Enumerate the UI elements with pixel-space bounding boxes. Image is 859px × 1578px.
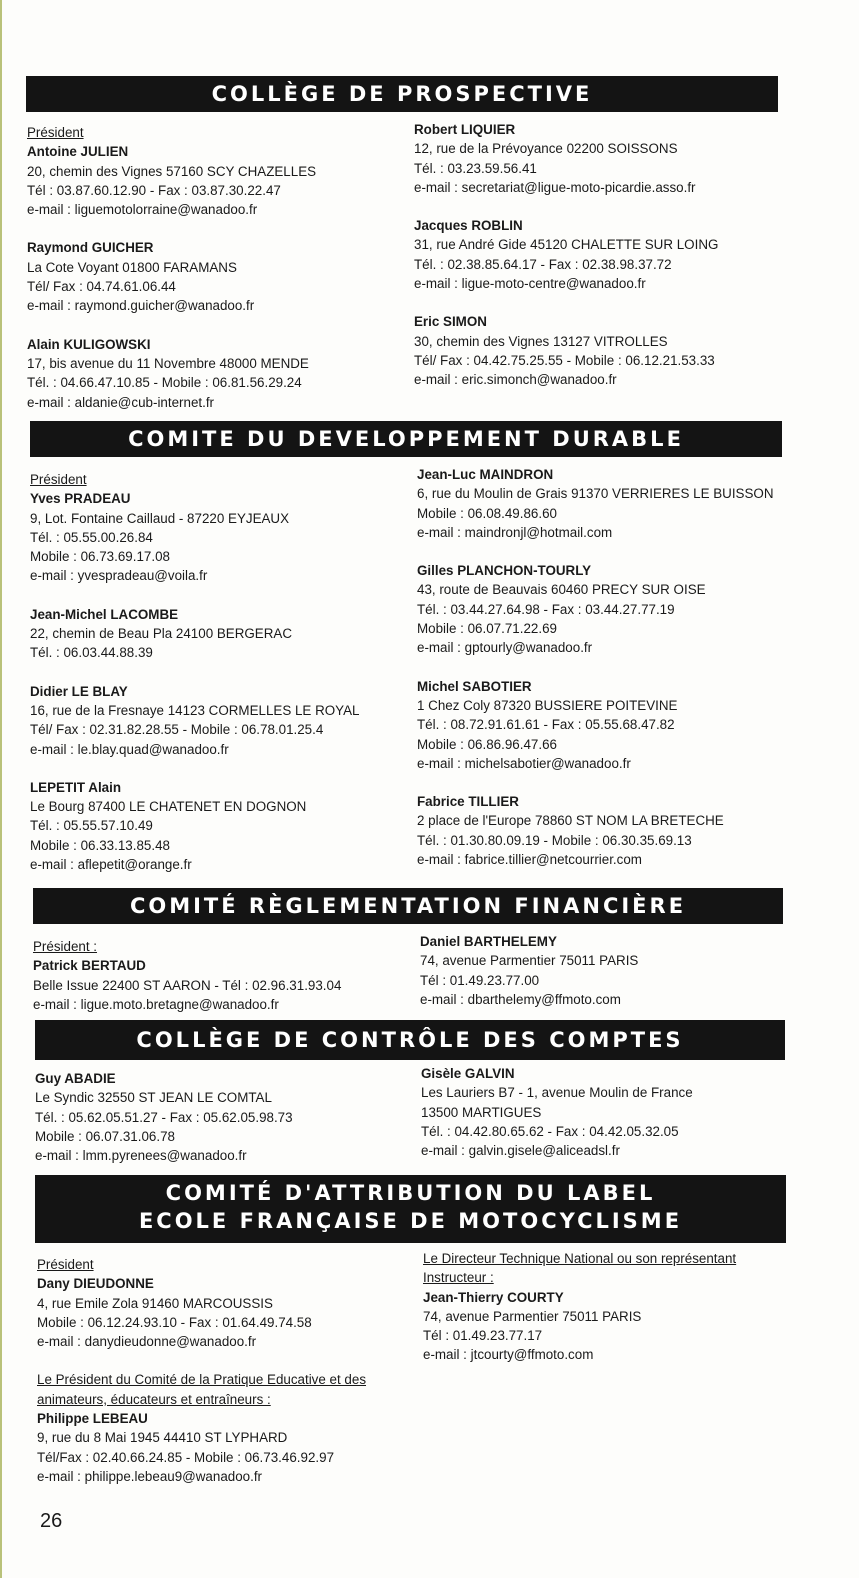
- contact-name: Eric SIMON: [414, 314, 487, 330]
- contact-name: Jean-Luc MAINDRON: [417, 467, 554, 482]
- contact-mobile: Mobile : 06.07.31.06.78: [35, 1128, 175, 1144]
- contact-role: Président :: [33, 939, 98, 954]
- contact-address: 1 Chez Coly 87320 BUSSIERE POITEVINE: [417, 697, 678, 713]
- banner-title-line-2: ECOLE FRANÇAISE DE MOTOCYCLISME: [138, 1209, 683, 1233]
- contact-address: 9, rue du 8 Mai 1945 44410 ST LYPHARD: [37, 1430, 288, 1446]
- contact-email: e-mail : gptourly@wanadoo.fr: [417, 640, 593, 656]
- contact-card: [421, 1064, 836, 1160]
- contact-phone: Tél. : 04.66.47.10.85 - Mobile : 06.81.56.29.24: [27, 375, 302, 391]
- contact-name: Daniel BARTHELEMY: [420, 934, 557, 949]
- contact-card: [27, 238, 402, 315]
- contact-email: e-mail : ligue.moto.bretagne@wanadoo.fr: [33, 996, 279, 1012]
- contact-card: [27, 335, 402, 412]
- contact-mobile: Mobile : 06.73.69.17.08: [30, 549, 170, 565]
- contact-phone: Mobile : 06.12.24.93.10 - Fax : 01.64.49.74.58: [37, 1314, 312, 1330]
- contact-card: [417, 561, 837, 657]
- page-edge: [0, 0, 2, 1578]
- contact-address: 30, chemin des Vignes 13127 VITROLLES: [414, 333, 668, 349]
- contact-name: Fabrice TILLIER: [417, 794, 519, 810]
- contact-mobile: Mobile : 06.07.71.22.69: [417, 621, 557, 637]
- contact-name: Patrick BERTAUD: [33, 958, 146, 974]
- section-4-right-column: [423, 1249, 838, 1384]
- contact-phone: Tél : 01.49.23.77.00: [420, 972, 540, 988]
- contact-name: Jean-Thierry COURTY: [423, 1289, 564, 1305]
- contact-phone: Tél. : 08.72.91.61.61 - Fax : 05.55.68.47.82: [417, 717, 675, 733]
- contact-name: Michel SABOTIER: [417, 678, 532, 694]
- contact-email: e-mail : lmm.pyrenees@wanadoo.fr: [35, 1148, 247, 1164]
- contact-address: 22, chemin de Beau Pla 24100 BERGERAC: [30, 626, 293, 642]
- contact-mobile: Mobile : 06.08.49.86.60: [417, 505, 557, 521]
- contact-phone: Tél/Fax : 02.40.66.24.85 - Mobile : 06.73.46.92.97: [37, 1449, 335, 1465]
- contact-mobile: Mobile : 06.33.13.85.48: [30, 837, 170, 853]
- contact-name: Robert LIQUIER: [414, 122, 516, 137]
- contact-name: Yves PRADEAU: [30, 491, 131, 507]
- contact-phone: Tél/ Fax : 02.31.82.28.55 - Mobile : 06.78.01.25.4: [30, 722, 324, 738]
- page-number: 26: [40, 1510, 63, 1532]
- contact-email: e-mail : aldanie@cub-internet.fr: [27, 394, 215, 410]
- section-3-left-column: [35, 1069, 415, 1184]
- contact-phone: Tél. : 03.23.59.56.41: [414, 160, 537, 176]
- contact-card: [414, 312, 834, 389]
- contact-address: Le Bourg 87400 LE CHATENET EN DOGNON: [30, 799, 307, 815]
- contact-address: 6, rue du Moulin de Grais 91370 VERRIERES LE BUISSON: [417, 486, 774, 502]
- contact-address: 2 place de l'Europe 78860 ST NOM LA BRETECHE: [417, 813, 724, 829]
- contact-role: Président: [27, 125, 84, 140]
- contact-email: e-mail : secretariat@ligue-moto-picardie.asso.fr: [414, 179, 696, 195]
- contact-mobile: Mobile : 06.86.96.47.66: [417, 736, 557, 752]
- contact-email: e-mail : aflepetit@orange.fr: [30, 857, 192, 873]
- contact-email: e-mail : le.blay.quad@wanadoo.fr: [30, 741, 229, 757]
- section-banner-reglementation-financiere: COMITÉ RÈGLEMENTATION FINANCIÈRE: [33, 888, 783, 924]
- contact-name: Didier LE BLAY: [30, 683, 128, 699]
- contact-card: [414, 120, 834, 197]
- contact-address: Belle Issue 22400 ST AARON - Tél : 02.96.31.93.04: [33, 977, 342, 993]
- contact-phone: Tél. : 03.44.27.64.98 - Fax : 03.44.27.77.19: [417, 601, 675, 617]
- contact-name: Gilles PLANCHON-TOURLY: [417, 563, 592, 579]
- contact-address: 12, rue de la Prévoyance 02200 SOISSONS: [414, 141, 678, 157]
- contact-address: La Cote Voyant 01800 FARAMANS: [27, 259, 237, 275]
- contact-email: e-mail : danydieudonne@wanadoo.fr: [37, 1334, 257, 1350]
- contact-name: Guy ABADIE: [35, 1071, 116, 1086]
- contact-address: 43, route de Beauvais 60460 PRECY SUR OISE: [417, 582, 706, 598]
- contact-card: [30, 682, 408, 759]
- contact-email: e-mail : galvin.gisele@aliceadsl.fr: [421, 1143, 620, 1159]
- section-banner-developpement-durable: COMITE DU DEVELOPPEMENT DURABLE: [30, 421, 782, 457]
- contact-role-line-2: animateurs, éducateurs et entraîneurs :: [37, 1391, 271, 1407]
- contact-card: [414, 216, 834, 293]
- contact-card: [35, 1069, 415, 1165]
- contact-email: e-mail : yvespradeau@voila.fr: [30, 568, 208, 584]
- contact-address: 20, chemin des Vignes 57160 SCY CHAZELLES: [27, 163, 317, 179]
- contact-email: e-mail : eric.simonch@wanadoo.fr: [414, 372, 617, 388]
- contact-address: 74, avenue Parmentier 75011 PARIS: [420, 953, 639, 969]
- contact-card: [37, 1370, 417, 1486]
- contact-phone: Tél. : 05.55.00.26.84: [30, 529, 153, 545]
- contact-email: e-mail : philippe.lebeau9@wanadoo.fr: [37, 1468, 263, 1484]
- contact-email: e-mail : dbarthelemy@ffmoto.com: [420, 991, 621, 1007]
- contact-card: [37, 1255, 417, 1351]
- contact-name: Philippe LEBEAU: [37, 1411, 148, 1427]
- contact-card: [33, 937, 413, 1014]
- contact-email: e-mail : ligue-moto-centre@wanadoo.fr: [414, 276, 646, 292]
- contact-name: Dany DIEUDONNE: [37, 1276, 154, 1292]
- section-3-right-column: [421, 1064, 836, 1179]
- contact-card: [417, 792, 837, 869]
- section-2-left-column: [33, 937, 413, 1033]
- contact-role: Président: [37, 1257, 94, 1272]
- contact-card: [30, 605, 408, 663]
- contact-email: e-mail : liguemotolorraine@wanadoo.fr: [27, 202, 258, 218]
- contact-card: [423, 1249, 838, 1365]
- contact-address-city: 13500 MARTIGUES: [421, 1104, 542, 1120]
- contact-address: 9, Lot. Fontaine Caillaud - 87220 EYJEAUX: [30, 510, 290, 526]
- contact-phone: Tél. : 01.30.80.09.19 - Mobile : 06.30.35.69.13: [417, 832, 692, 848]
- contact-address: 74, avenue Parmentier 75011 PARIS: [423, 1308, 642, 1324]
- contact-card: [27, 123, 402, 219]
- contact-phone: Tél. : 04.42.80.65.62 - Fax : 04.42.05.32.05: [421, 1123, 679, 1139]
- contact-role-line-1: Le Directeur Technique National ou son représentant: [423, 1251, 737, 1266]
- contact-address: 17, bis avenue du 11 Novembre 48000 MENDE: [27, 355, 309, 371]
- contact-card: [30, 778, 408, 874]
- banner-title-line-1: COMITÉ D'ATTRIBUTION DU LABEL: [165, 1181, 656, 1205]
- contact-email: e-mail : michelsabotier@wanadoo.fr: [417, 755, 631, 771]
- section-0-left-column: [27, 123, 402, 431]
- contact-card: [417, 677, 837, 773]
- section-2-right-column: [420, 932, 835, 1028]
- contact-email: e-mail : fabrice.tillier@netcourrier.com: [417, 852, 642, 868]
- contact-phone: Tél. : 05.55.57.10.49: [30, 818, 153, 834]
- contact-name: Jean-Michel LACOMBE: [30, 606, 179, 622]
- section-banner-controle-comptes: COLLÈGE DE CONTRÔLE DES COMPTES: [35, 1020, 785, 1060]
- contact-name: Raymond GUICHER: [27, 240, 154, 256]
- contact-phone: Tél : 03.87.60.12.90 - Fax : 03.87.30.22.47: [27, 182, 281, 198]
- contact-card: [30, 470, 408, 586]
- contact-role-line-1: Le Président du Comité de la Pratique Educative et des: [37, 1372, 367, 1388]
- contact-name: Alain KULIGOWSKI: [27, 336, 151, 352]
- contact-phone: Tél. : 02.38.85.64.17 - Fax : 02.38.98.37.72: [414, 256, 672, 272]
- contact-email: e-mail : maindronjl@hotmail.com: [417, 524, 613, 540]
- section-1-left-column: [30, 470, 408, 893]
- contact-name: Antoine JULIEN: [27, 144, 129, 160]
- contact-address: 31, rue André Gide 45120 CHALETTE SUR LOING: [414, 237, 719, 253]
- contact-phone: Tél. : 05.62.05.51.27 - Fax : 05.62.05.98.73: [35, 1109, 293, 1125]
- contact-phone: Tél/ Fax : 04.42.75.25.55 - Mobile : 06.12.21.53.33: [414, 352, 715, 368]
- contact-name: LEPETIT Alain: [30, 779, 122, 795]
- contact-card: [420, 932, 835, 1009]
- contact-phone: Tél. : 06.03.44.88.39: [30, 645, 153, 661]
- section-0-right-column: [414, 120, 834, 409]
- contact-card: [417, 465, 837, 542]
- contact-phone: Tél/ Fax : 04.74.61.06.44: [27, 279, 176, 295]
- contact-address: 16, rue de la Fresnaye 14123 CORMELLES LE ROYAL: [30, 702, 360, 718]
- contact-email: e-mail : jtcourty@ffmoto.com: [423, 1347, 594, 1363]
- section-4-left-column: [37, 1255, 417, 1505]
- contact-name: Jacques ROBLIN: [414, 218, 523, 234]
- contact-name: Gisèle GALVIN: [421, 1066, 515, 1081]
- section-1-right-column: [417, 465, 837, 888]
- contact-email: e-mail : raymond.guicher@wanadoo.fr: [27, 298, 255, 314]
- contact-phone: Tél : 01.49.23.77.17: [423, 1328, 543, 1344]
- contact-address: 4, rue Emile Zola 91460 MARCOUSSIS: [37, 1295, 273, 1311]
- contact-role-line-2: Instructeur :: [423, 1270, 494, 1286]
- section-banner-college-prospective: COLLÈGE DE PROSPECTIVE: [26, 76, 778, 112]
- contact-address: Le Syndic 32550 ST JEAN LE COMTAL: [35, 1090, 272, 1106]
- section-banner-label-ecole-francaise: [35, 1175, 786, 1243]
- contact-role: Président: [30, 472, 87, 487]
- contact-address: Les Lauriers B7 - 1, avenue Moulin de France: [421, 1085, 693, 1101]
